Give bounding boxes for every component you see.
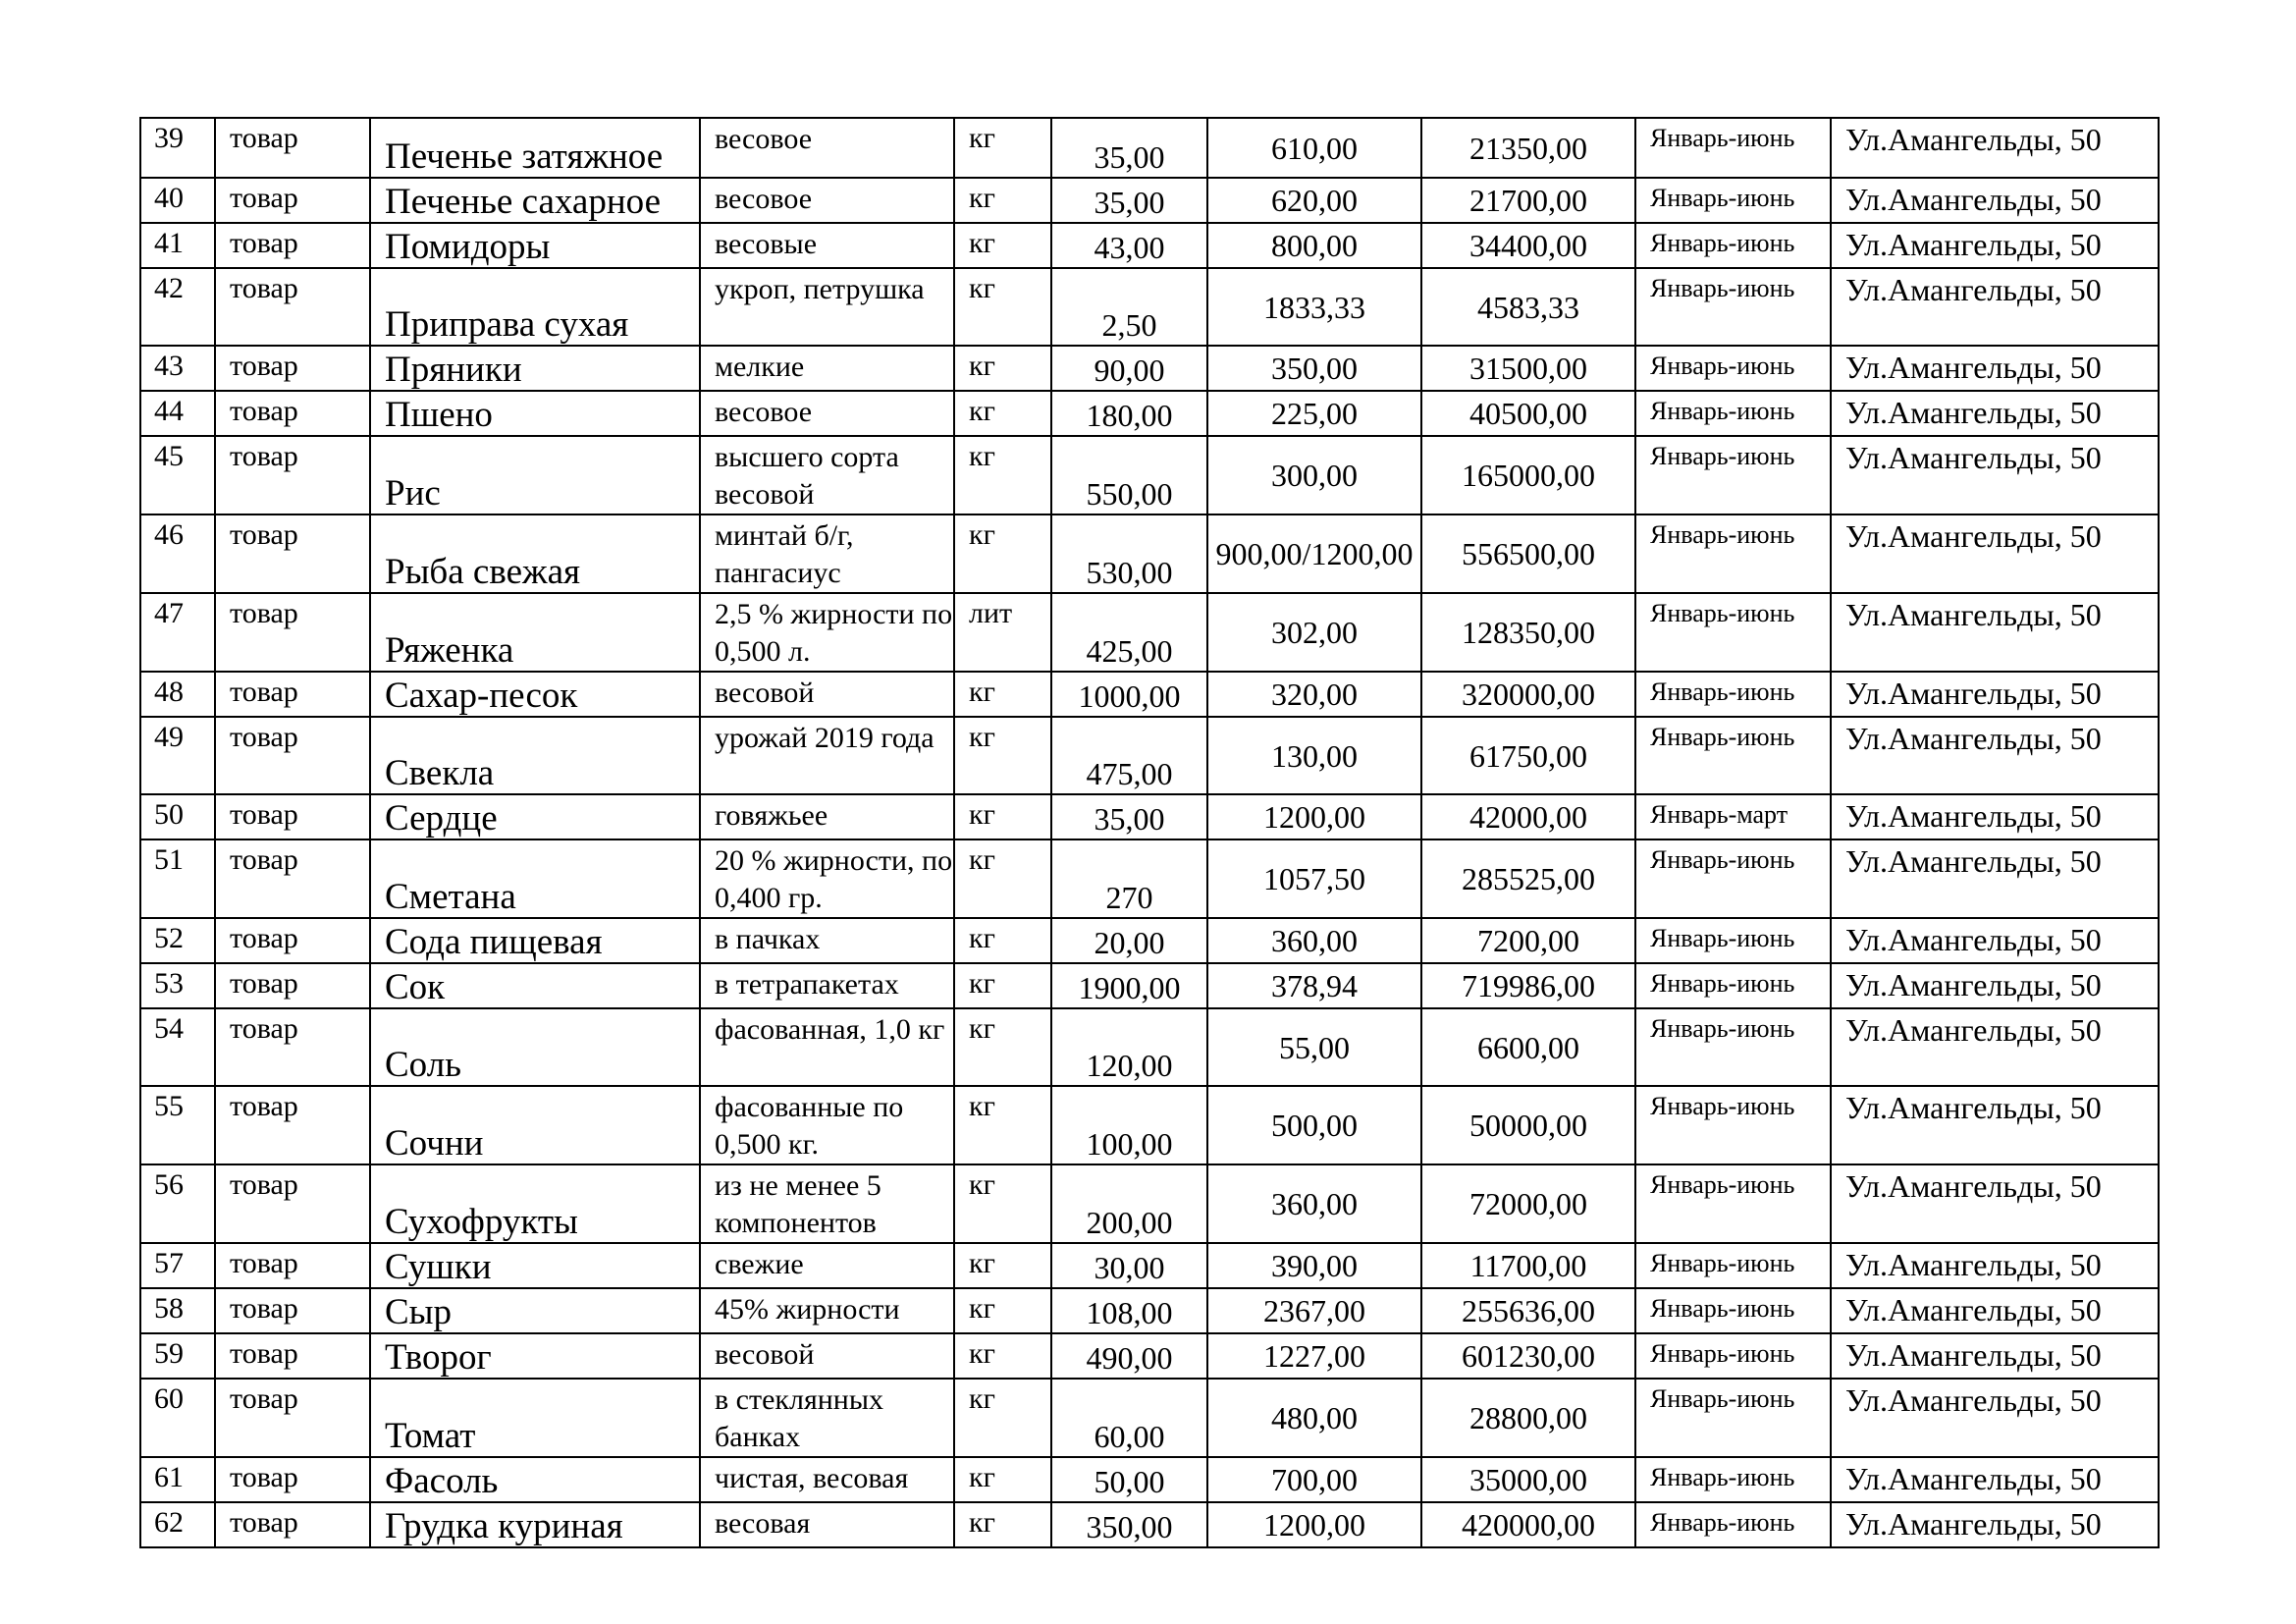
total-amount-cell: 35000,00 xyxy=(1421,1457,1635,1502)
item-type-cell: товар xyxy=(215,794,370,839)
row-number-cell: 57 xyxy=(140,1243,215,1288)
product-name-cell: Пряники xyxy=(370,346,700,391)
row-number-cell: 58 xyxy=(140,1288,215,1333)
unit-price-cell: 390,00 xyxy=(1207,1243,1421,1288)
delivery-period-cell: Январь-июнь xyxy=(1635,717,1831,794)
product-name-cell: Сердце xyxy=(370,794,700,839)
quantity-cell: 270 xyxy=(1051,839,1207,918)
delivery-address-cell: Ул.Амангельды, 50 xyxy=(1831,918,2159,963)
unit-cell: кг xyxy=(954,918,1051,963)
delivery-address-cell: Ул.Амангельды, 50 xyxy=(1831,794,2159,839)
total-amount-cell: 285525,00 xyxy=(1421,839,1635,918)
unit-cell: лит xyxy=(954,593,1051,672)
row-number-cell: 61 xyxy=(140,1457,215,1502)
quantity-cell: 35,00 xyxy=(1051,118,1207,178)
description-cell: свежие xyxy=(700,1243,954,1288)
description-cell: весовой xyxy=(700,1333,954,1379)
row-number-cell: 41 xyxy=(140,223,215,268)
unit-price-cell: 1200,00 xyxy=(1207,794,1421,839)
row-number-cell: 60 xyxy=(140,1379,215,1457)
unit-cell: кг xyxy=(954,118,1051,178)
item-type-cell: товар xyxy=(215,1008,370,1086)
product-name-cell: Сухофрукты xyxy=(370,1164,700,1243)
unit-cell: кг xyxy=(954,1502,1051,1547)
product-name-cell: Печенье сахарное xyxy=(370,178,700,223)
total-amount-cell: 719986,00 xyxy=(1421,963,1635,1008)
total-amount-cell: 601230,00 xyxy=(1421,1333,1635,1379)
item-type-cell: товар xyxy=(215,1288,370,1333)
item-type-cell: товар xyxy=(215,1502,370,1547)
unit-cell: кг xyxy=(954,268,1051,346)
quantity-cell: 35,00 xyxy=(1051,794,1207,839)
description-cell: весовое xyxy=(700,118,954,178)
total-amount-cell: 420000,00 xyxy=(1421,1502,1635,1547)
product-name-cell: Сметана xyxy=(370,839,700,918)
unit-cell: кг xyxy=(954,223,1051,268)
item-type-cell: товар xyxy=(215,593,370,672)
item-type-cell: товар xyxy=(215,268,370,346)
product-name-cell: Томат xyxy=(370,1379,700,1457)
row-number-cell: 49 xyxy=(140,717,215,794)
product-name-cell: Помидоры xyxy=(370,223,700,268)
quantity-cell: 30,00 xyxy=(1051,1243,1207,1288)
delivery-period-cell: Январь-июнь xyxy=(1635,178,1831,223)
delivery-address-cell: Ул.Амангельды, 50 xyxy=(1831,593,2159,672)
row-number-cell: 43 xyxy=(140,346,215,391)
unit-price-cell: 800,00 xyxy=(1207,223,1421,268)
table-row xyxy=(140,1502,2159,1547)
product-name-cell: Грудка куриная xyxy=(370,1502,700,1547)
unit-price-cell: 378,94 xyxy=(1207,963,1421,1008)
delivery-period-cell: Январь-июнь xyxy=(1635,1164,1831,1243)
quantity-cell: 43,00 xyxy=(1051,223,1207,268)
total-amount-cell: 255636,00 xyxy=(1421,1288,1635,1333)
quantity-cell: 108,00 xyxy=(1051,1288,1207,1333)
delivery-address-cell: Ул.Амангельды, 50 xyxy=(1831,1086,2159,1164)
unit-price-cell: 480,00 xyxy=(1207,1379,1421,1457)
product-name-cell: Приправа сухая xyxy=(370,268,700,346)
unit-cell: кг xyxy=(954,794,1051,839)
table-row xyxy=(140,436,2159,514)
row-number-cell: 62 xyxy=(140,1502,215,1547)
delivery-address-cell: Ул.Амангельды, 50 xyxy=(1831,436,2159,514)
total-amount-cell: 21700,00 xyxy=(1421,178,1635,223)
unit-price-cell: 130,00 xyxy=(1207,717,1421,794)
unit-cell: кг xyxy=(954,436,1051,514)
quantity-cell: 50,00 xyxy=(1051,1457,1207,1502)
item-type-cell: товар xyxy=(215,1457,370,1502)
row-number-cell: 50 xyxy=(140,794,215,839)
unit-price-cell: 1227,00 xyxy=(1207,1333,1421,1379)
delivery-address-cell: Ул.Амангельды, 50 xyxy=(1831,346,2159,391)
total-amount-cell: 42000,00 xyxy=(1421,794,1635,839)
product-name-cell: Сок xyxy=(370,963,700,1008)
quantity-cell: 475,00 xyxy=(1051,717,1207,794)
description-cell: весовое xyxy=(700,391,954,436)
item-type-cell: товар xyxy=(215,717,370,794)
unit-cell: кг xyxy=(954,1008,1051,1086)
unit-cell: кг xyxy=(954,1164,1051,1243)
delivery-period-cell: Январь-июнь xyxy=(1635,672,1831,717)
description-cell: в стеклянных банках xyxy=(700,1379,954,1457)
delivery-address-cell: Ул.Амангельды, 50 xyxy=(1831,1502,2159,1547)
product-name-cell: Творог xyxy=(370,1333,700,1379)
unit-cell: кг xyxy=(954,1379,1051,1457)
product-name-cell: Ряженка xyxy=(370,593,700,672)
table-row xyxy=(140,593,2159,672)
quantity-cell: 530,00 xyxy=(1051,514,1207,593)
total-amount-cell: 165000,00 xyxy=(1421,436,1635,514)
unit-price-cell: 360,00 xyxy=(1207,918,1421,963)
unit-cell: кг xyxy=(954,963,1051,1008)
item-type-cell: товар xyxy=(215,391,370,436)
item-type-cell: товар xyxy=(215,963,370,1008)
table-row xyxy=(140,1008,2159,1086)
total-amount-cell: 320000,00 xyxy=(1421,672,1635,717)
table-row xyxy=(140,178,2159,223)
product-name-cell: Печенье затяжное xyxy=(370,118,700,178)
total-amount-cell: 4583,33 xyxy=(1421,268,1635,346)
table-row xyxy=(140,672,2159,717)
table-row xyxy=(140,1086,2159,1164)
delivery-period-cell: Январь-июнь xyxy=(1635,223,1831,268)
product-name-cell: Сода пищевая xyxy=(370,918,700,963)
table-row xyxy=(140,346,2159,391)
unit-cell: кг xyxy=(954,1457,1051,1502)
description-cell: мелкие xyxy=(700,346,954,391)
item-type-cell: товар xyxy=(215,1379,370,1457)
unit-cell: кг xyxy=(954,717,1051,794)
total-amount-cell: 7200,00 xyxy=(1421,918,1635,963)
total-amount-cell: 61750,00 xyxy=(1421,717,1635,794)
delivery-period-cell: Январь-июнь xyxy=(1635,1288,1831,1333)
item-type-cell: товар xyxy=(215,514,370,593)
unit-price-cell: 300,00 xyxy=(1207,436,1421,514)
total-amount-cell: 40500,00 xyxy=(1421,391,1635,436)
description-cell: 45% жирности xyxy=(700,1288,954,1333)
item-type-cell: товар xyxy=(215,346,370,391)
delivery-period-cell: Январь-июнь xyxy=(1635,963,1831,1008)
total-amount-cell: 34400,00 xyxy=(1421,223,1635,268)
total-amount-cell: 128350,00 xyxy=(1421,593,1635,672)
total-amount-cell: 72000,00 xyxy=(1421,1164,1635,1243)
description-cell: весовые xyxy=(700,223,954,268)
delivery-address-cell: Ул.Амангельды, 50 xyxy=(1831,1457,2159,1502)
row-number-cell: 40 xyxy=(140,178,215,223)
row-number-cell: 53 xyxy=(140,963,215,1008)
unit-price-cell: 225,00 xyxy=(1207,391,1421,436)
unit-price-cell: 1833,33 xyxy=(1207,268,1421,346)
product-name-cell: Пшено xyxy=(370,391,700,436)
delivery-address-cell: Ул.Амангельды, 50 xyxy=(1831,223,2159,268)
total-amount-cell: 21350,00 xyxy=(1421,118,1635,178)
table-row xyxy=(140,839,2159,918)
unit-price-cell: 1057,50 xyxy=(1207,839,1421,918)
row-number-cell: 52 xyxy=(140,918,215,963)
total-amount-cell: 556500,00 xyxy=(1421,514,1635,593)
description-cell: фасованные по 0,500 кг. xyxy=(700,1086,954,1164)
item-type-cell: товар xyxy=(215,672,370,717)
delivery-period-cell: Январь-июнь xyxy=(1635,593,1831,672)
item-type-cell: товар xyxy=(215,223,370,268)
delivery-period-cell: Январь-июнь xyxy=(1635,514,1831,593)
delivery-address-cell: Ул.Амангельды, 50 xyxy=(1831,1333,2159,1379)
delivery-period-cell: Январь-июнь xyxy=(1635,268,1831,346)
delivery-address-cell: Ул.Амангельды, 50 xyxy=(1831,963,2159,1008)
total-amount-cell: 31500,00 xyxy=(1421,346,1635,391)
procurement-table xyxy=(139,117,2160,1548)
unit-price-cell: 302,00 xyxy=(1207,593,1421,672)
delivery-address-cell: Ул.Амангельды, 50 xyxy=(1831,672,2159,717)
description-cell: весовое xyxy=(700,178,954,223)
unit-cell: кг xyxy=(954,1333,1051,1379)
unit-cell: кг xyxy=(954,346,1051,391)
total-amount-cell: 50000,00 xyxy=(1421,1086,1635,1164)
row-number-cell: 47 xyxy=(140,593,215,672)
unit-price-cell: 900,00/1200,00 xyxy=(1207,514,1421,593)
delivery-address-cell: Ул.Амангельды, 50 xyxy=(1831,717,2159,794)
quantity-cell: 490,00 xyxy=(1051,1333,1207,1379)
description-cell: в пачках xyxy=(700,918,954,963)
delivery-address-cell: Ул.Амангельды, 50 xyxy=(1831,1379,2159,1457)
unit-price-cell: 55,00 xyxy=(1207,1008,1421,1086)
unit-cell: кг xyxy=(954,839,1051,918)
row-number-cell: 55 xyxy=(140,1086,215,1164)
item-type-cell: товар xyxy=(215,1333,370,1379)
description-cell: из не менее 5 компонентов xyxy=(700,1164,954,1243)
description-cell: чистая, весовая xyxy=(700,1457,954,1502)
quantity-cell: 350,00 xyxy=(1051,1502,1207,1547)
delivery-period-cell: Январь-июнь xyxy=(1635,1379,1831,1457)
unit-cell: кг xyxy=(954,514,1051,593)
delivery-address-cell: Ул.Амангельды, 50 xyxy=(1831,839,2159,918)
table-row xyxy=(140,963,2159,1008)
unit-price-cell: 350,00 xyxy=(1207,346,1421,391)
delivery-address-cell: Ул.Амангельды, 50 xyxy=(1831,1288,2159,1333)
item-type-cell: товар xyxy=(215,918,370,963)
unit-cell: кг xyxy=(954,178,1051,223)
table-row xyxy=(140,118,2159,178)
table-row xyxy=(140,223,2159,268)
unit-cell: кг xyxy=(954,672,1051,717)
description-cell: в тетрапакетах xyxy=(700,963,954,1008)
unit-price-cell: 620,00 xyxy=(1207,178,1421,223)
row-number-cell: 45 xyxy=(140,436,215,514)
product-name-cell: Рыба свежая xyxy=(370,514,700,593)
delivery-address-cell: Ул.Амангельды, 50 xyxy=(1831,118,2159,178)
delivery-period-cell: Январь-июнь xyxy=(1635,1333,1831,1379)
total-amount-cell: 11700,00 xyxy=(1421,1243,1635,1288)
delivery-period-cell: Январь-июнь xyxy=(1635,1502,1831,1547)
table-row xyxy=(140,268,2159,346)
unit-price-cell: 320,00 xyxy=(1207,672,1421,717)
table-row xyxy=(140,918,2159,963)
table-row xyxy=(140,514,2159,593)
quantity-cell: 120,00 xyxy=(1051,1008,1207,1086)
unit-cell: кг xyxy=(954,391,1051,436)
description-cell: 2,5 % жирности по 0,500 л. xyxy=(700,593,954,672)
row-number-cell: 48 xyxy=(140,672,215,717)
product-name-cell: Сочни xyxy=(370,1086,700,1164)
row-number-cell: 51 xyxy=(140,839,215,918)
description-cell: весовая xyxy=(700,1502,954,1547)
table-row xyxy=(140,391,2159,436)
quantity-cell: 425,00 xyxy=(1051,593,1207,672)
table-row xyxy=(140,794,2159,839)
delivery-address-cell: Ул.Амангельды, 50 xyxy=(1831,391,2159,436)
quantity-cell: 180,00 xyxy=(1051,391,1207,436)
delivery-period-cell: Январь-июнь xyxy=(1635,839,1831,918)
description-cell: говяжьее xyxy=(700,794,954,839)
delivery-period-cell: Январь-июнь xyxy=(1635,1243,1831,1288)
unit-price-cell: 700,00 xyxy=(1207,1457,1421,1502)
total-amount-cell: 6600,00 xyxy=(1421,1008,1635,1086)
quantity-cell: 35,00 xyxy=(1051,178,1207,223)
unit-cell: кг xyxy=(954,1086,1051,1164)
quantity-cell: 60,00 xyxy=(1051,1379,1207,1457)
quantity-cell: 100,00 xyxy=(1051,1086,1207,1164)
quantity-cell: 1900,00 xyxy=(1051,963,1207,1008)
quantity-cell: 200,00 xyxy=(1051,1164,1207,1243)
table-row xyxy=(140,1164,2159,1243)
unit-cell: кг xyxy=(954,1288,1051,1333)
delivery-address-cell: Ул.Амангельды, 50 xyxy=(1831,514,2159,593)
description-cell: 20 % жирности, по 0,400 гр. xyxy=(700,839,954,918)
quantity-cell: 2,50 xyxy=(1051,268,1207,346)
product-name-cell: Сушки xyxy=(370,1243,700,1288)
delivery-period-cell: Январь-июнь xyxy=(1635,436,1831,514)
description-cell: урожай 2019 года xyxy=(700,717,954,794)
delivery-period-cell: Январь-июнь xyxy=(1635,391,1831,436)
item-type-cell: товар xyxy=(215,839,370,918)
row-number-cell: 44 xyxy=(140,391,215,436)
quantity-cell: 20,00 xyxy=(1051,918,1207,963)
row-number-cell: 59 xyxy=(140,1333,215,1379)
product-name-cell: Свекла xyxy=(370,717,700,794)
quantity-cell: 550,00 xyxy=(1051,436,1207,514)
item-type-cell: товар xyxy=(215,118,370,178)
delivery-period-cell: Январь-июнь xyxy=(1635,118,1831,178)
unit-cell: кг xyxy=(954,1243,1051,1288)
table-row xyxy=(140,1333,2159,1379)
description-cell: фасованная, 1,0 кг xyxy=(700,1008,954,1086)
description-cell: укроп, петрушка xyxy=(700,268,954,346)
item-type-cell: товар xyxy=(215,1164,370,1243)
item-type-cell: товар xyxy=(215,178,370,223)
unit-price-cell: 360,00 xyxy=(1207,1164,1421,1243)
description-cell: минтай б/г, пангасиус xyxy=(700,514,954,593)
description-cell: высшего сорта весовой xyxy=(700,436,954,514)
delivery-period-cell: Январь-март xyxy=(1635,794,1831,839)
row-number-cell: 42 xyxy=(140,268,215,346)
delivery-period-cell: Январь-июнь xyxy=(1635,346,1831,391)
delivery-address-cell: Ул.Амангельды, 50 xyxy=(1831,1008,2159,1086)
table-row xyxy=(140,1379,2159,1457)
table-row xyxy=(140,1288,2159,1333)
delivery-period-cell: Январь-июнь xyxy=(1635,1086,1831,1164)
product-name-cell: Сыр xyxy=(370,1288,700,1333)
product-name-cell: Сахар-песок xyxy=(370,672,700,717)
unit-price-cell: 1200,00 xyxy=(1207,1502,1421,1547)
item-type-cell: товар xyxy=(215,1243,370,1288)
product-name-cell: Соль xyxy=(370,1008,700,1086)
table-row xyxy=(140,1243,2159,1288)
delivery-period-cell: Январь-июнь xyxy=(1635,1008,1831,1086)
delivery-period-cell: Январь-июнь xyxy=(1635,918,1831,963)
row-number-cell: 39 xyxy=(140,118,215,178)
product-name-cell: Рис xyxy=(370,436,700,514)
row-number-cell: 56 xyxy=(140,1164,215,1243)
table-body xyxy=(140,118,2159,1547)
unit-price-cell: 610,00 xyxy=(1207,118,1421,178)
table-row xyxy=(140,1457,2159,1502)
delivery-address-cell: Ул.Амангельды, 50 xyxy=(1831,1164,2159,1243)
delivery-address-cell: Ул.Амангельды, 50 xyxy=(1831,178,2159,223)
row-number-cell: 54 xyxy=(140,1008,215,1086)
delivery-address-cell: Ул.Амангельды, 50 xyxy=(1831,268,2159,346)
delivery-address-cell: Ул.Амангельды, 50 xyxy=(1831,1243,2159,1288)
table-row xyxy=(140,717,2159,794)
quantity-cell: 90,00 xyxy=(1051,346,1207,391)
item-type-cell: товар xyxy=(215,436,370,514)
quantity-cell: 1000,00 xyxy=(1051,672,1207,717)
delivery-period-cell: Январь-июнь xyxy=(1635,1457,1831,1502)
unit-price-cell: 500,00 xyxy=(1207,1086,1421,1164)
product-name-cell: Фасоль xyxy=(370,1457,700,1502)
row-number-cell: 46 xyxy=(140,514,215,593)
description-cell: весовой xyxy=(700,672,954,717)
item-type-cell: товар xyxy=(215,1086,370,1164)
unit-price-cell: 2367,00 xyxy=(1207,1288,1421,1333)
total-amount-cell: 28800,00 xyxy=(1421,1379,1635,1457)
